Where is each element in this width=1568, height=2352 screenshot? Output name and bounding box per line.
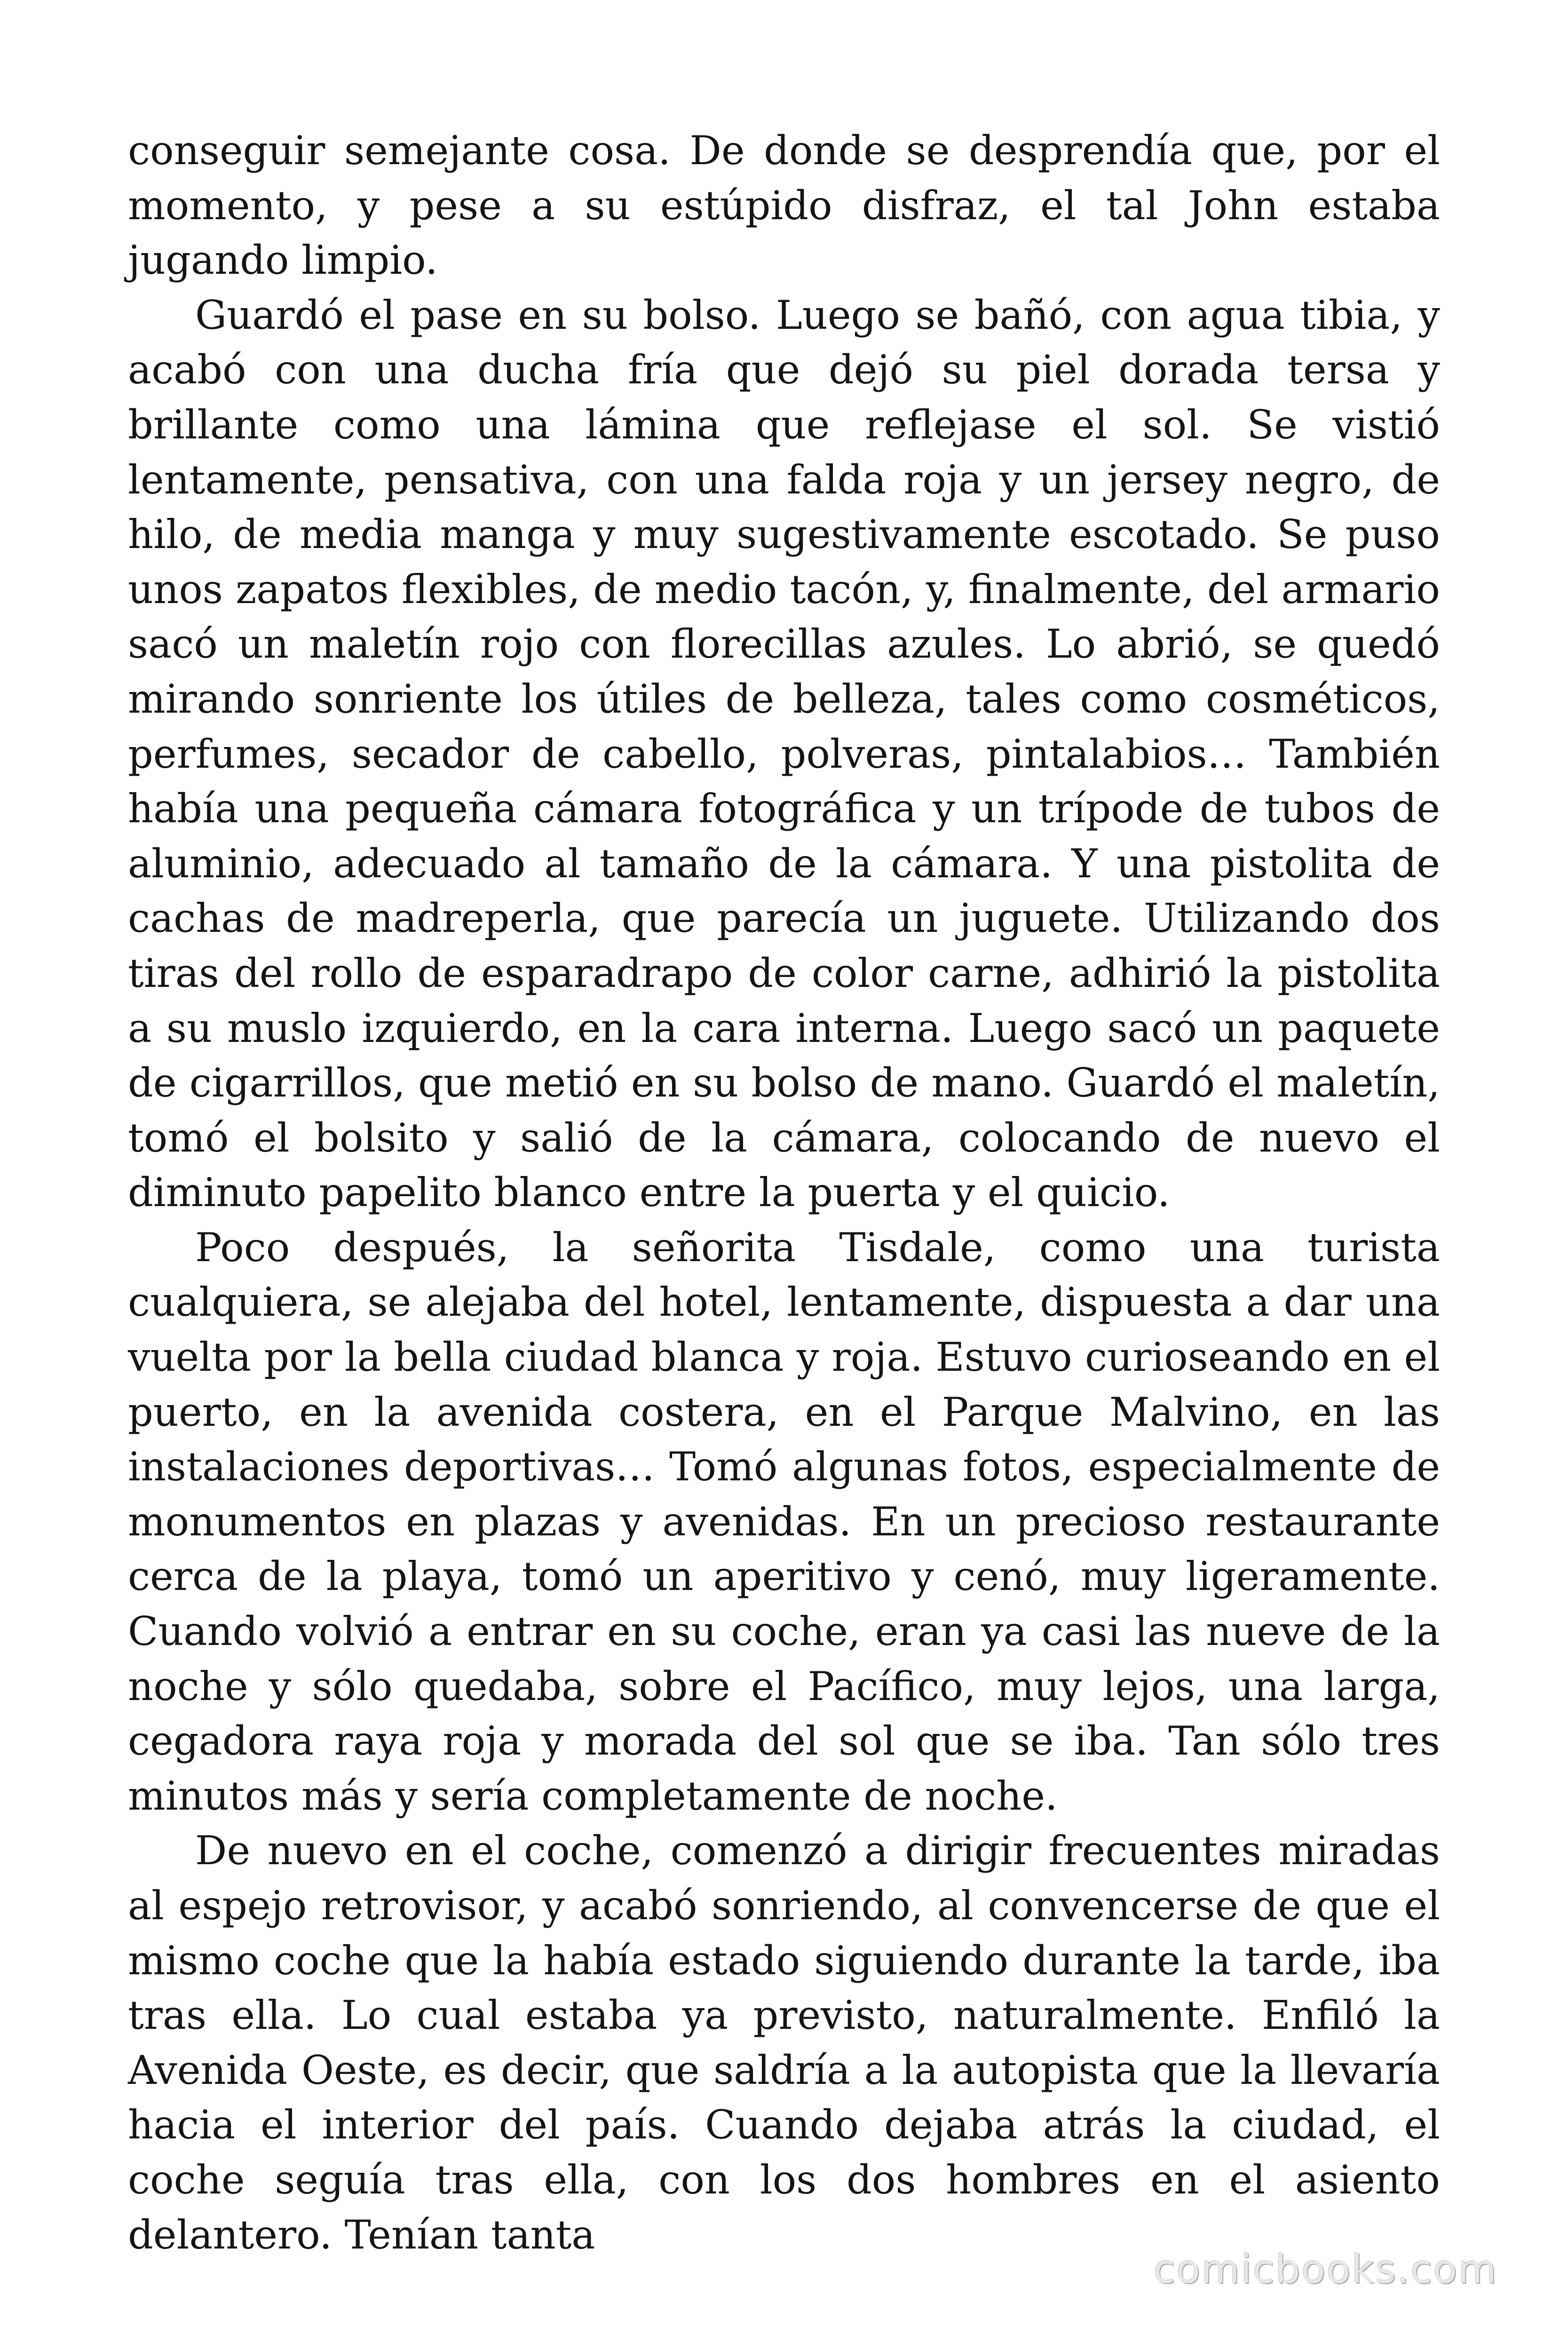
page-body [128, 123, 1440, 2258]
paragraph-4: De nuevo en el coche, comenzó a dirigir frecuentes miradas al espejo retrovisor, y acabó sonriendo, al convencerse de que el mismo coche que la había estado siguiendo durante la tarde, iba tras ella. Lo cual estaba ya previsto, naturalmente. Enfiló la Avenida Oeste, es decir, que saldría a la autopista que la llevaría hacia el interior del país. Cuando dejaba atrás la ciudad, el coche seguía tras ella, con los dos hombres en el asiento delantero. Tenían tanta [128, 1828, 1440, 2258]
watermark-text: comicbooks.com [1153, 2246, 1497, 2292]
paragraph-1: conseguir semejante cosa. De donde se desprendía que, por el momento, y pese a su estúpido disfraz, el tal John estaba jugando limpio. [128, 127, 1440, 284]
paragraph-2: Guardó el pase en su bolso. Luego se bañó, con agua tibia, y acabó con una ducha fría que dejó su piel dorada tersa y brillante como una lámina que reflejase el sol. Se vistió lentamente, pensativa, con una falda roja y un jersey negro, de hilo, de media manga y muy sugestivamente escotado. Se puso unos zapatos flexibles, de medio tacón, y, finalmente, del armario sacó un maletín rojo con florecillas azules. Lo abrió, se quedó mirando sonriente los útiles de belleza, tales como cosméticos, perfumes, secador de cabello, polveras, pintalabios… También había una pequeña cámara fotográfica y un trípode de tubos de aluminio, adecuado al tamaño de la cámara. Y una pistolita de cachas de madreperla, que parecía un juguete. Utilizando dos tiras del rollo de esparadrapo de color carne, adhirió la pistolita a su muslo izquierdo, en la cara interna. Luego sacó un paquete de cigarrillos, que metió en su bolso de mano. Guardó el maletín, tomó el bolsito y salió de la cámara, colocando de nuevo el diminuto papelito blanco entre la puerta y el quicio. [128, 292, 1440, 1216]
paragraph-3: Poco después, la señorita Tisdale, como una turista cualquiera, se alejaba del hotel, lentamente, dispuesta a dar una vuelta por la bella ciudad blanca y roja. Estuvo curioseando en el puerto, en la avenida costera, en el Parque Malvino, en las instalaciones deportivas… Tomó algunas fotos, especialmente de monumentos en plazas y avenidas. En un precioso restaurante cerca de la playa, tomó un aperitivo y cenó, muy ligeramente. Cuando volvió a entrar en su coche, eran ya casi las nueve de la noche y sólo quedaba, sobre el Pacífico, muy lejos, una larga, cegadora raya roja y morada del sol que se iba. Tan sólo tres minutos más y sería completamente de noche. [128, 1224, 1440, 1819]
